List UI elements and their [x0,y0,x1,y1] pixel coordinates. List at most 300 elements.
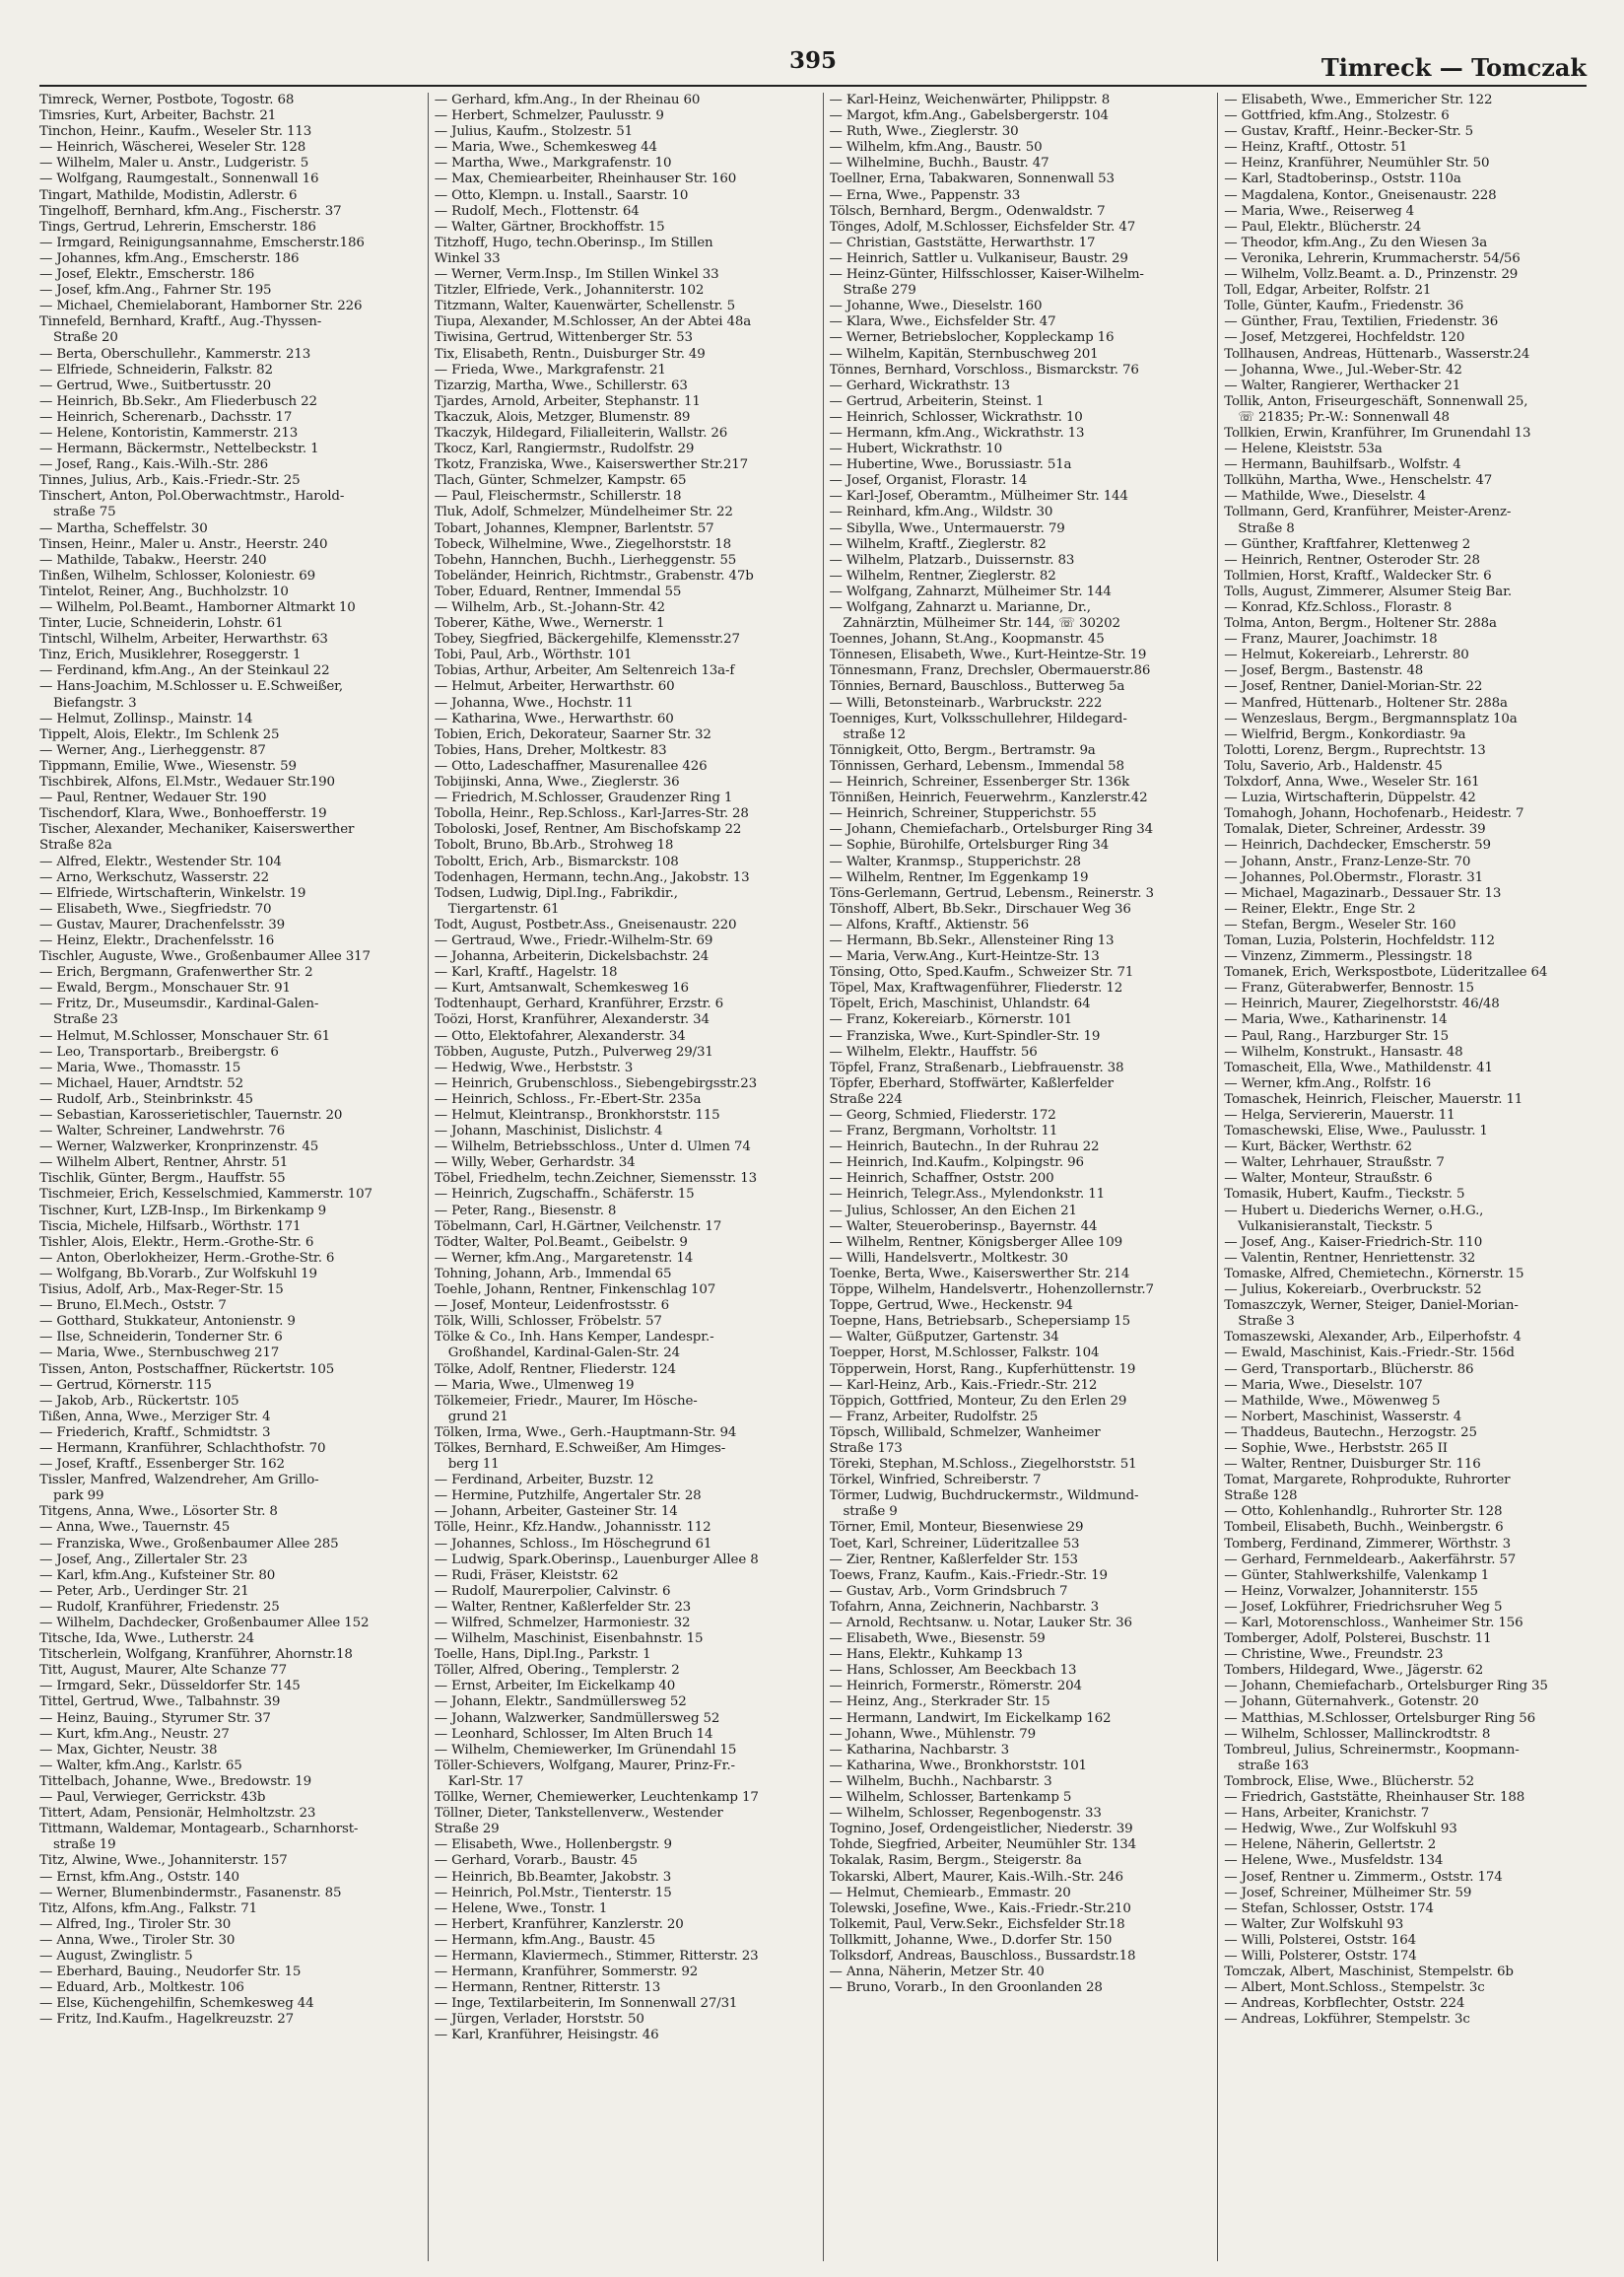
directory-entry: Tix, Elisabeth, Rentn., Duisburger Str. 49 [434,346,706,362]
directory-entry: — Paul, Fleischermstr., Schillerstr. 18 [434,489,682,505]
directory-entry: — Walter, Rentner, Kaßlerfelder Str. 23 [434,1599,692,1615]
directory-entry: Tobart, Johannes, Klempner, Barlentstr. 57 [434,520,714,536]
directory-entry: — Heinrich, Formerstr., Römerstr. 204 [829,1679,1082,1694]
directory-entry: — Heinrich, Bautechn., In der Ruhrau 22 [829,1139,1100,1155]
directory-entry: Töns-Gerlemann, Gertrud, Lebensm., Reinerstr. 3 [829,885,1154,901]
directory-entry: — Rudolf, Kranführer, Friedenstr. 25 [39,1599,280,1615]
directory-entry: Tittmann, Waldemar, Montagearb., Scharnhorst- [39,1822,359,1837]
directory-entry: Tittelbach, Johanne, Wwe., Bredowstr. 19 [39,1773,312,1789]
directory-entry: — Wilhelm, Betriebsschloss., Unter d. Ulmen 74 [434,1139,751,1155]
directory-entry: Tölkemeier, Friedr., Maurer, Im Hösche- [434,1393,698,1409]
directory-entry: — Helmut, Chemiearb., Emmastr. 20 [829,1885,1071,1900]
directory-entry: Töpfel, Franz, Straßenarb., Liebfrauenstr. 38 [829,1060,1124,1075]
directory-entry: Straße 224 [829,1091,903,1107]
directory-entry: — Julius, Kaufm., Stolzestr. 51 [434,124,633,140]
directory-entry: straße 12 [843,726,906,742]
directory-entry: Tobehn, Hannchen, Buchh., Lierheggenstr. 55 [434,552,737,568]
directory-entry: — Heinz, Elektr., Drachenfelsstr. 16 [39,932,275,948]
directory-entry: Straße 128 [1224,1488,1298,1504]
directory-entry: — Irmgard, Reinigungsannahme, Emscherstr.186 [39,235,365,250]
directory-entry: — Johannes, kfm.Ang., Emscherstr. 186 [39,250,300,266]
directory-entry: — Bruno, Vorarb., In den Groonlanden 28 [829,1980,1103,1996]
directory-entry: Tomaske, Alfred, Chemietechn., Körnerstr. 15 [1224,1266,1524,1281]
directory-entry: — Wilhelm, Buchh., Nachbarstr. 3 [829,1773,1052,1789]
directory-entry: — Franziska, Wwe., Großenbaumer Allee 285 [39,1536,339,1552]
directory-entry: — Josef, Ang., Zillertaler Str. 23 [39,1552,248,1567]
directory-entry: Tomaschek, Heinrich, Fleischer, Mauerstr. 11 [1224,1091,1523,1107]
directory-entry: Tollkien, Erwin, Kranführer, Im Grunendahl 13 [1224,425,1531,441]
directory-entry: Tokarski, Albert, Maurer, Kais.-Wilh.-Str. 246 [829,1869,1123,1885]
directory-entry: Tönnissen, Gerhard, Lebensm., Immendal 58 [829,758,1124,774]
directory-entry: — Maria, Wwe., Reiserweg 4 [1224,203,1415,219]
directory-entry: — Irmgard, Sekr., Düsseldorfer Str. 145 [39,1679,301,1694]
directory-entry: Tomaszewski, Alexander, Arb., Eilperhofstr. 4 [1224,1330,1522,1346]
directory-entry: — Wolfgang, Bb.Vorarb., Zur Wolfskuhl 19 [39,1266,317,1281]
directory-entry: Großhandel, Kardinal-Galen-Str. 24 [447,1346,681,1361]
directory-entry: Titzler, Elfriede, Verk., Johanniterstr. 102 [434,283,705,299]
directory-entry: — Johann, Maschinist, Dislichstr. 4 [434,1124,663,1139]
directory-entry: — Franz, Maurer, Joachimstr. 18 [1224,632,1438,648]
directory-entry: Töllner, Dieter, Tankstellenverw., Westender [434,1806,723,1822]
directory-entry: Tkaczyk, Hildegard, Filialleiterin, Wallstr. 26 [434,425,728,441]
directory-entry: Tobien, Erich, Dekorateur, Saarner Str. 32 [434,726,711,742]
directory-entry: Tolls, August, Zimmerer, Alsumer Steig Bar. [1224,584,1512,599]
directory-entry: Tingart, Mathilde, Modistin, Adlerstr. 6 [39,187,298,203]
directory-entry: Tönnesen, Elisabeth, Wwe., Kurt-Heintze-Str. 19 [829,648,1147,663]
directory-entry: — Walter, Schreiner, Landwehrstr. 76 [39,1124,285,1139]
directory-entry: — Hermann, kfm.Ang., Baustr. 45 [434,1932,656,1948]
directory-entry: Tokalak, Rasim, Bergm., Steigerstr. 8a [829,1853,1082,1869]
directory-entry: Tognino, Josef, Ordengeistlicher, Niederstr. 39 [829,1822,1133,1837]
directory-entry: Tomberger, Adolf, Polsterei, Buschstr. 11 [1224,1631,1492,1647]
directory-entry: Toboloski, Josef, Rentner, Am Bischofskamp 22 [434,822,742,838]
directory-entry: — Maria, Wwe., Schemkesweg 44 [434,140,657,156]
page-header [39,47,1587,87]
directory-entry: Tkocz, Karl, Rangiermstr., Rudolfstr. 29 [434,442,695,457]
page-number: 395 [788,47,837,74]
directory-entry: Tinter, Lucie, Schneiderin, Lohstr. 61 [39,616,284,632]
directory-entry: ☏ 21835; Pr.-W.: Sonnenwall 48 [1238,409,1450,425]
directory-entry: — Michael, Chemielaborant, Hamborner Str. 226 [39,299,363,314]
directory-entry: — Gerd, Transportarb., Blücherstr. 86 [1224,1361,1474,1377]
directory-entry: — Walter, Rangierer, Werthacker 21 [1224,378,1461,393]
directory-entry: — Josef, Elektr., Emscherstr. 186 [39,267,255,283]
directory-entry: — Hans, Elektr., Kuhkamp 13 [829,1647,1023,1663]
directory-entry: — Gerhard, Wickrathstr. 13 [829,378,1010,393]
directory-entry: Tomanek, Erich, Werkspostbote, Lüderitzallee 64 [1224,965,1548,981]
directory-entry: Tölsch, Bernhard, Bergm., Odenwaldstr. 7 [829,203,1106,219]
directory-entry: — Hermann, Klaviermech., Stimmer, Ritterstr. 23 [434,1948,759,1964]
directory-entry: — Werner, Ang., Lierheggenstr. 87 [39,742,266,758]
directory-entry: Tollkmitt, Johanne, Wwe., D.dorfer Str. 150 [829,1932,1113,1948]
directory-entry: — Hedwig, Wwe., Herbststr. 3 [434,1060,634,1075]
directory-entry: Tittert, Adam, Pensionär, Helmholtzstr. 23 [39,1806,316,1822]
directory-entry: — Gotthard, Stukkateur, Antonienstr. 9 [39,1314,296,1330]
directory-entry: — Wilhelm, Schlosser, Mallinckrodtstr. 8 [1224,1726,1491,1742]
directory-entry: — Frieda, Wwe., Markgrafenstr. 21 [434,362,666,378]
directory-entry: — Wilhelm, Konstrukt., Hansastr. 48 [1224,1044,1463,1060]
directory-entry: — Heinrich, Schloss., Fr.-Ebert-Str. 235a [434,1091,702,1107]
directory-entry: Tjardes, Arnold, Arbeiter, Stephanstr. 11 [434,393,701,409]
directory-entry: — Hubert u. Diederichs Werner, o.H.G., [1224,1203,1484,1218]
directory-entry: Toberer, Käthe, Wwe., Wernerstr. 1 [434,616,665,632]
directory-entry: — Ernst, kfm.Ang., Oststr. 140 [39,1869,239,1885]
directory-entry: Titz, Alwine, Wwe., Johanniterstr. 157 [39,1853,288,1869]
directory-entry: — Walter, Lehrhauer, Straußstr. 7 [1224,1155,1445,1171]
directory-entry: — Heinrich, Bb.Beamter, Jakobstr. 3 [434,1869,672,1885]
directory-entry: — Heinrich, Wäscherei, Weseler Str. 128 [39,140,306,156]
directory-entry: — Karl, Kranführer, Heisingstr. 46 [434,2028,659,2043]
directory-entry: — Margot, kfm.Ang., Gabelsbergerstr. 104 [829,108,1109,124]
directory-entry: — Otto, Elektofahrer, Alexanderstr. 34 [434,1028,686,1044]
directory-entry: Tollmien, Horst, Kraftf., Waldecker Str. 6 [1224,568,1492,584]
directory-entry: — Theodor, kfm.Ang., Zu den Wiesen 3a [1224,235,1488,250]
directory-entry: — Willi, Polsterer, Oststr. 174 [1224,1948,1417,1964]
directory-entry: Tinßen, Wilhelm, Schlosser, Koloniestr. 69 [39,568,316,584]
directory-entry: — Werner, Blumenbindermstr., Fasanenstr. 85 [39,1885,342,1900]
directory-entry: — Gustav, Kraftf., Heinr.-Becker-Str. 5 [1224,124,1474,140]
directory-entry: — Michael, Magazinarb., Dessauer Str. 13 [1224,885,1502,901]
directory-entry: — Karl-Heinz, Arb., Kais.-Friedr.-Str. 212 [829,1377,1098,1393]
directory-entry: — Maria, Wwe., Katharinenstr. 14 [1224,1012,1448,1028]
directory-entry: — Walter, Kranmsp., Stupperichstr. 28 [829,854,1081,869]
directory-entry: — Vinzenz, Zimmerm., Plessingstr. 18 [1224,949,1472,965]
directory-entry: — Thaddeus, Bautechn., Herzogstr. 25 [1224,1424,1477,1440]
directory-entry: — Ludwig, Spark.Oberinsp., Lauenburger Allee 8 [434,1552,759,1567]
directory-entry: — Werner, kfm.Ang., Margaretenstr. 14 [434,1250,694,1266]
directory-entry: — Gustav, Maurer, Drachenfelsstr. 39 [39,917,285,932]
directory-entry: Straße 20 [53,330,118,346]
directory-entry: — Gertrud, Körnerstr. 115 [39,1377,212,1393]
directory-entry: Tobolt, Bruno, Bb.Arb., Strohweg 18 [434,838,674,854]
directory-entry: — Gertrud, Wwe., Suitbertusstr. 20 [39,378,271,393]
directory-entry: Straße 3 [1238,1314,1295,1330]
directory-entry: — Friedrich, M.Schlosser, Graudenzer Ring 1 [434,791,733,806]
directory-entry: Tishler, Alois, Elektr., Herm.-Grothe-Str. 6 [39,1234,314,1250]
directory-entry: — Martha, Scheffelstr. 30 [39,520,208,536]
directory-entry: — Ilse, Schneiderin, Tonderner Str. 6 [39,1330,283,1346]
directory-entry: — Hermann, Bauhilfsarb., Wolfstr. 4 [1224,457,1461,473]
directory-entry: — Wilfred, Schmelzer, Harmoniestr. 32 [434,1616,691,1630]
directory-entry: Tinschert, Anton, Pol.Oberwachtmstr., Harold- [39,489,345,505]
directory-entry: Tombeil, Elisabeth, Buchh., Weinbergstr. 6 [1224,1520,1504,1536]
directory-entry: — Herbert, Kranführer, Kanzlerstr. 20 [434,1916,684,1932]
directory-entry: — Karl-Heinz, Weichenwärter, Philippstr. 8 [829,93,1111,107]
directory-entry: — Walter, Zur Wolfskuhl 93 [1224,1916,1404,1932]
directory-entry: — Willi, Polsterei, Oststr. 164 [1224,1932,1417,1948]
directory-entry: — Julius, Kokereiarb., Overbruckstr. 52 [1224,1282,1482,1298]
directory-entry: — Kurt, Bäcker, Werthstr. 62 [1224,1139,1412,1155]
directory-entry: — Heinrich, Schlosser, Wickrathstr. 10 [829,409,1083,425]
directory-entry: Tingelhoff, Bernhard, kfm.Ang., Fischerstr. 37 [39,203,342,219]
directory-entry: Tombers, Hildegard, Wwe., Jägerstr. 62 [1224,1663,1484,1679]
directory-entry: — Andreas, Lokführer, Stempelstr. 3c [1224,2012,1470,2028]
directory-entry: — Heinrich, Rentner, Osteroder Str. 28 [1224,552,1480,568]
directory-entry: — Hans, Arbeiter, Kranichstr. 7 [1224,1806,1430,1822]
directory-entry: — Johann, Güternahverk., Gotenstr. 20 [1224,1694,1479,1710]
directory-entry: Straße 82a [39,838,112,854]
directory-entry: Tobijinski, Anna, Wwe., Zieglerstr. 36 [434,775,680,791]
directory-entry: Straße 279 [843,283,916,299]
directory-entry: Todt, August, Postbetr.Ass., Gneisenaustr. 220 [434,917,737,932]
directory-entry: — Johann, Elektr., Sandmüllersweg 52 [434,1694,687,1710]
directory-entry: — Helene, Wwe., Musfeldstr. 134 [1224,1853,1444,1869]
directory-entry: — Ruth, Wwe., Zieglerstr. 30 [829,124,1019,140]
directory-entry: — Johann, Walzwerker, Sandmüllersweg 52 [434,1710,720,1726]
directory-entry: — Josef, kfm.Ang., Fahrner Str. 195 [39,283,272,299]
directory-entry: — Helene, Wwe., Tonstr. 1 [434,1900,608,1916]
directory-entry: Tolewski, Josefine, Wwe., Kais.-Friedr.-Str.210 [829,1900,1131,1916]
directory-entry: Tobolla, Heinr., Rep.Schloss., Karl-Jarres-Str. 28 [434,806,749,822]
directory-entry: Tollik, Anton, Friseurgeschäft, Sonnenwall 25, [1224,393,1528,409]
directory-entry: Tinsen, Heinr., Maler u. Anstr., Heerstr. 240 [39,536,328,552]
directory-entry: Tomaschewski, Elise, Wwe., Paulusstr. 1 [1224,1124,1488,1139]
directory-entry: Töbelmann, Carl, H.Gärtner, Veilchenstr. 17 [434,1218,722,1234]
directory-entry: — Walter, Güßputzer, Gartenstr. 34 [829,1330,1059,1346]
directory-entry: Titt, August, Maurer, Alte Schanze 77 [39,1663,287,1679]
directory-entry: — Wilhelm, Rentner, Zieglerstr. 82 [829,568,1056,584]
directory-entry: — Helmut, Zollinsp., Mainstr. 14 [39,711,253,726]
directory-entry: Tisius, Adolf, Arb., Max-Reger-Str. 15 [39,1282,284,1298]
directory-entry: — Gertrud, Arbeiterin, Steinst. 1 [829,393,1045,409]
directory-entry: Tizarzig, Martha, Wwe., Schillerstr. 63 [434,378,688,393]
directory-entry: — Alfred, Ing., Tiroler Str. 30 [39,1916,232,1932]
directory-entry: — Heinrich, Schaffner, Oststr. 200 [829,1171,1054,1187]
directory-entry: Tischendorf, Klara, Wwe., Bonhoefferstr. 19 [39,806,327,822]
directory-entry: Straße 8 [1238,520,1295,536]
directory-entry: Tollhausen, Andreas, Hüttenarb., Wasserstr.24 [1224,346,1530,362]
directory-entry: Straße 29 [434,1822,500,1837]
directory-entry: — Ernst, Arbeiter, Im Eickelkamp 40 [434,1679,676,1694]
directory-entry: — Anton, Oberlokheizer, Herm.-Grothe-Str. 6 [39,1250,335,1266]
directory-entry: Toepper, Horst, M.Schlosser, Falkstr. 104 [829,1346,1100,1361]
directory-entry: — Rudolf, Mech., Flottenstr. 64 [434,203,640,219]
directory-entry: Titz, Alfons, kfm.Ang., Falkstr. 71 [39,1900,258,1916]
directory-entry: — Matthias, M.Schlosser, Ortelsburger Ring 56 [1224,1710,1536,1726]
directory-entry: — Christine, Wwe., Freundstr. 23 [1224,1647,1444,1663]
directory-entry: — Leo, Transportarb., Breibergstr. 6 [39,1044,279,1060]
directory-entry: — Josef, Metzgerei, Hochfeldstr. 120 [1224,330,1465,346]
directory-entry: Toepne, Hans, Betriebsarb., Schepersiamp 15 [829,1314,1130,1330]
directory-entry: — August, Zwinglistr. 5 [39,1948,193,1964]
directory-entry: — Wilhelm, Pol.Beamt., Hamborner Altmarkt 10 [39,600,356,615]
directory-entry: — Wolfgang, Zahnarzt u. Marianne, Dr., [829,600,1091,615]
directory-entry: — Wilhelm, Vollz.Beamt. a. D., Prinzenstr. 29 [1224,267,1519,283]
directory-entry: — Wilhelmine, Buchh., Baustr. 47 [829,156,1049,172]
directory-entry: Biefangstr. 3 [53,695,137,711]
directory-entry: Tohde, Siegfried, Arbeiter, Neumühler Str. 134 [829,1837,1137,1853]
directory-entry: — Rudolf, Maurerpolier, Calvinstr. 6 [434,1583,671,1599]
directory-entry: Tischler, Auguste, Wwe., Großenbaumer Allee 317 [39,949,371,965]
directory-entry: Tomalak, Dieter, Schreiner, Ardesstr. 39 [1224,822,1486,838]
directory-entry: — Elisabeth, Wwe., Emmericher Str. 122 [1224,93,1493,107]
directory-entry: Tolkemit, Paul, Verw.Sekr., Eichsfelder Str.18 [829,1916,1125,1932]
directory-entry: — Kurt, kfm.Ang., Neustr. 27 [39,1726,230,1742]
directory-entry: — Wilhelm, Schlosser, Regenbogenstr. 33 [829,1806,1102,1822]
column-1 [39,93,402,2261]
header-rule [39,85,1587,87]
directory-entry: Tlach, Günter, Schmelzer, Kampstr. 65 [434,473,687,489]
directory-entry: Tluk, Adolf, Schmelzer, Mündelheimer Str. 22 [434,505,733,520]
directory-entry: — Gottfried, kfm.Ang., Stolzestr. 6 [1224,108,1450,124]
directory-entry: — Mathilde, Wwe., Dieselstr. 4 [1224,489,1426,505]
directory-entry: — Wenzeslaus, Bergm., Bergmannsplatz 10a [1224,711,1518,726]
directory-entry: Tiwisina, Gertrud, Wittenberger Str. 53 [434,330,693,346]
column-4 [1217,93,1587,2261]
directory-entry: Tintelot, Reiner, Ang., Buchholzstr. 10 [39,584,289,599]
directory-entry: Tolksdorf, Andreas, Bauschloss., Bussardstr.18 [829,1948,1136,1964]
directory-entry: Tölkes, Bernhard, E.Schweißer, Am Himges- [434,1440,726,1456]
directory-entry: Toet, Karl, Schreiner, Lüderitzallee 53 [829,1536,1080,1552]
directory-entry: — Gerhard, kfm.Ang., In der Rheinau 60 [434,93,701,107]
directory-entry: Tolle, Günter, Kaufm., Friedenstr. 36 [1224,299,1464,314]
directory-entry: — Werner, kfm.Ang., Rolfstr. 16 [1224,1075,1432,1091]
directory-entry: — Gustav, Arb., Vorm Grindsbruch 7 [829,1583,1068,1599]
directory-entry: — Helga, Serviererin, Mauerstr. 11 [1224,1108,1455,1123]
directory-entry: Tiscia, Michele, Hilfsarb., Wörthstr. 171 [39,1218,302,1234]
directory-entry: Tödter, Walter, Pol.Beamt., Geibelstr. 9 [434,1234,688,1250]
directory-entry: Tobeländer, Heinrich, Richtmstr., Grabenstr. 47b [434,568,754,584]
directory-entry: — Wilhelm, Schlosser, Bartenkamp 5 [829,1790,1072,1806]
directory-entry: — Peter, Rang., Biesenstr. 8 [434,1203,617,1218]
directory-entry: — Heinrich, Ind.Kaufm., Kolpingstr. 96 [829,1155,1084,1171]
directory-entry: — Alfred, Elektr., Westender Str. 104 [39,854,282,869]
directory-entry: Straße 23 [53,1012,118,1028]
directory-entry: — Karl, kfm.Ang., Kufsteiner Str. 80 [39,1567,276,1583]
directory-entry: — Elisabeth, Wwe., Hollenbergstr. 9 [434,1837,672,1853]
directory-entry: — Eberhard, Bauing., Neudorfer Str. 15 [39,1965,302,1980]
directory-entry: — Hermann, Kranführer, Schlachthofstr. 70 [39,1440,326,1456]
directory-entry: — Wolfgang, Zahnarzt, Mülheimer Str. 144 [829,584,1112,599]
directory-entry: Toboltt, Erich, Arb., Bismarckstr. 108 [434,854,679,869]
directory-entry: — Josef, Organist, Florastr. 14 [829,473,1028,489]
directory-entry: Tomczak, Albert, Maschinist, Stempelstr. 6b [1224,1965,1514,1980]
directory-entry: — Fritz, Dr., Museumsdir., Kardinal-Galen- [39,997,319,1012]
directory-entry: Todtenhaupt, Gerhard, Kranführer, Erzstr. 6 [434,997,723,1012]
directory-entry: Tober, Eduard, Rentner, Immendal 55 [434,584,682,599]
directory-entry: Tönnies, Bernard, Bauschloss., Butterweg 5a [829,679,1125,695]
directory-entry: — Jürgen, Verlader, Horststr. 50 [434,2012,644,2028]
directory-entry: — Wilhelm, Kraftf., Zieglerstr. 82 [829,536,1047,552]
directory-entry: — Günter, Stahlwerkshilfe, Valenkamp 1 [1224,1567,1490,1583]
directory-entry: Toman, Luzia, Polsterin, Hochfeldstr. 112 [1224,932,1495,948]
directory-entry: Töbel, Friedhelm, techn.Zeichner, Siemensstr. 13 [434,1171,757,1187]
directory-entry: — Stefan, Schlosser, Oststr. 174 [1224,1900,1434,1916]
directory-entry: Tobey, Siegfried, Bäckergehilfe, Klemensstr.27 [434,632,740,648]
directory-entry: — Johanna, Arbeiterin, Dickelsbachstr. 24 [434,949,710,965]
directory-entry: Toehle, Johann, Rentner, Finkenschlag 107 [434,1282,716,1298]
directory-entry: berg 11 [447,1457,500,1473]
directory-entry: — Heinz, Ang., Sterkrader Str. 15 [829,1694,1050,1710]
directory-entry: Tönnesmann, Franz, Drechsler, Obermauerstr.86 [829,663,1151,679]
directory-entry: — Hermann, kfm.Ang., Wickrathstr. 13 [829,425,1085,441]
directory-entry: — Wilhelm, Elektr., Hauffstr. 56 [829,1044,1038,1060]
directory-entry: Töpfer, Eberhard, Stoffwärter, Kaßlerfelder [829,1075,1114,1091]
directory-entry: — Johann, Chemiefacharb., Ortelsburger Ring 34 [829,822,1153,838]
directory-entry: — Heinrich, Schreiner, Essenberger Str. 136k [829,775,1130,791]
directory-entry: — Paul, Rentner, Wedauer Str. 190 [39,791,267,806]
directory-entry: — Sebastian, Karosserietischler, Tauernstr. 20 [39,1108,343,1123]
directory-entry: Timreck, Werner, Postbote, Togostr. 68 [39,93,295,107]
directory-entry: — Walter, Monteur, Straußstr. 6 [1224,1171,1433,1187]
directory-entry: Winkel 33 [434,250,501,266]
directory-entry: Tollkühn, Martha, Wwe., Henschelstr. 47 [1224,473,1493,489]
directory-entry: — Johann, Anstr., Franz-Lenze-Str. 70 [1224,854,1471,869]
directory-entry: Tolma, Anton, Bergm., Holtener Str. 288a [1224,616,1497,632]
directory-entry: Törner, Emil, Monteur, Biesenwiese 29 [829,1520,1084,1536]
directory-entry: — Wilhelm, kfm.Ang., Baustr. 50 [829,140,1043,156]
directory-entry: — Willy, Weber, Gerhardstr. 34 [434,1155,636,1171]
directory-entry: Törmer, Ludwig, Buchdruckermstr., Wildmund- [829,1488,1139,1504]
directory-entry: Tissen, Anton, Postschaffner, Rückertstr. 105 [39,1361,335,1377]
directory-entry: — Karl, Stadtoberinsp., Oststr. 110a [1224,172,1461,187]
directory-entry: — Maria, Wwe., Dieselstr. 107 [1224,1377,1423,1393]
directory-entry: — Katharina, Nachbarstr. 3 [829,1742,1010,1758]
directory-entry: — Günther, Kraftfahrer, Klettenweg 2 [1224,536,1471,552]
directory-entry: — Ferdinand, Arbeiter, Buzstr. 12 [434,1473,654,1488]
directory-entry: — Wilhelm, Maschinist, Eisenbahnstr. 15 [434,1631,704,1647]
directory-entry: Tönges, Adolf, M.Schlosser, Eichsfelder Str. 47 [829,219,1136,235]
directory-entry: — Josef, Schreiner, Mülheimer Str. 59 [1224,1885,1472,1900]
directory-entry: Toews, Franz, Kaufm., Kais.-Friedr.-Str. 19 [829,1567,1108,1583]
directory-entry: — Hermine, Putzhilfe, Angertaler Str. 28 [434,1488,702,1504]
directory-entry: — Werner, Betriebslocher, Koppleckamp 16 [829,330,1115,346]
directory-entry: Tomberg, Ferdinand, Zimmerer, Wörthstr. 3 [1224,1536,1511,1552]
directory-entry: Vulkanisieranstalt, Tieckstr. 5 [1238,1218,1433,1234]
directory-entry: Tönnißen, Heinrich, Feuerwehrm., Kanzlerstr.42 [829,791,1148,806]
directory-entry: — Willi, Handelsvertr., Moltkestr. 30 [829,1250,1068,1266]
directory-entry: Töller-Schievers, Wolfgang, Maurer, Prinz-Fr.- [434,1758,735,1773]
directory-entry: — Wilhelm, Rentner, Königsberger Allee 109 [829,1234,1122,1250]
directory-entry: — Helmut, M.Schlosser, Monschauer Str. 61 [39,1028,330,1044]
directory-entry: Tischmeier, Erich, Kesselschmied, Kammerstr. 107 [39,1187,372,1203]
directory-entry: Tischbirek, Alfons, El.Mstr., Wedauer Str.190 [39,775,335,791]
directory-entry: — Karl, Kraftf., Hagelstr. 18 [434,965,618,981]
directory-columns [39,93,1587,2261]
directory-entry: Tintschl, Wilhelm, Arbeiter, Herwarthstr. 63 [39,632,328,648]
directory-entry: — Norbert, Maschinist, Wasserstr. 4 [1224,1409,1462,1424]
directory-entry: — Maria, Verw.Ang., Kurt-Heintze-Str. 13 [829,949,1100,965]
directory-entry: — Mathilde, Wwe., Möwenweg 5 [1224,1393,1441,1409]
directory-entry: — Paul, Rang., Harzburger Str. 15 [1224,1028,1450,1044]
directory-entry: Tippelt, Alois, Elektr., Im Schlenk 25 [39,726,280,742]
column-2 [428,93,797,2261]
directory-entry: Tkotz, Franziska, Wwe., Kaiserswerther Str.217 [434,457,748,473]
directory-entry: — Josef, Monteur, Leidenfrostsstr. 6 [434,1298,669,1314]
directory-entry: Tombrock, Elise, Wwe., Blücherstr. 52 [1224,1773,1475,1789]
directory-entry: — Ewald, Maschinist, Kais.-Friedr.-Str. 156d [1224,1346,1515,1361]
directory-entry: — Maria, Wwe., Sternbuschweg 217 [39,1346,280,1361]
directory-entry: Tomahogh, Johann, Hochofenarb., Heidestr. 7 [1224,806,1524,822]
directory-entry: Tohning, Johann, Arb., Immendal 65 [434,1266,672,1281]
directory-entry: — Heinrich, Scherenarb., Dachsstr. 17 [39,409,293,425]
directory-entry: — Franz, Arbeiter, Rudolfstr. 25 [829,1409,1039,1424]
directory-entry: — Heinz-Günter, Hilfsschlosser, Kaiser-Wilhelm- [829,267,1144,283]
directory-entry: Tittel, Gertrud, Wwe., Talbahnstr. 39 [39,1694,281,1710]
directory-entry: — Erna, Wwe., Pappenstr. 33 [829,187,1021,203]
directory-entry: — Heinz, Kranführer, Neumühler Str. 50 [1224,156,1490,172]
directory-entry: Tinnefeld, Bernhard, Kraftf., Aug.-Thyssen- [39,314,322,330]
directory-entry: Tobies, Hans, Dreher, Moltkestr. 83 [434,742,667,758]
directory-entry: — Maria, Wwe., Ulmenweg 19 [434,1377,635,1393]
directory-entry: — Hubert, Wickrathstr. 10 [829,442,1003,457]
directory-entry: Toll, Edgar, Arbeiter, Rolfstr. 21 [1224,283,1432,299]
directory-entry: — Heinz, Vorwalzer, Johanniterstr. 155 [1224,1583,1478,1599]
directory-entry: — Josef, Rang., Kais.-Wilh.-Str. 286 [39,457,269,473]
directory-entry: — Heinrich, Grubenschloss., Siebengebirgsstr.23 [434,1075,758,1091]
directory-entry: — Wilhelm, Dachdecker, Großenbaumer Allee 152 [39,1616,370,1630]
directory-entry: — Magdalena, Kontor., Gneisenaustr. 228 [1224,187,1497,203]
